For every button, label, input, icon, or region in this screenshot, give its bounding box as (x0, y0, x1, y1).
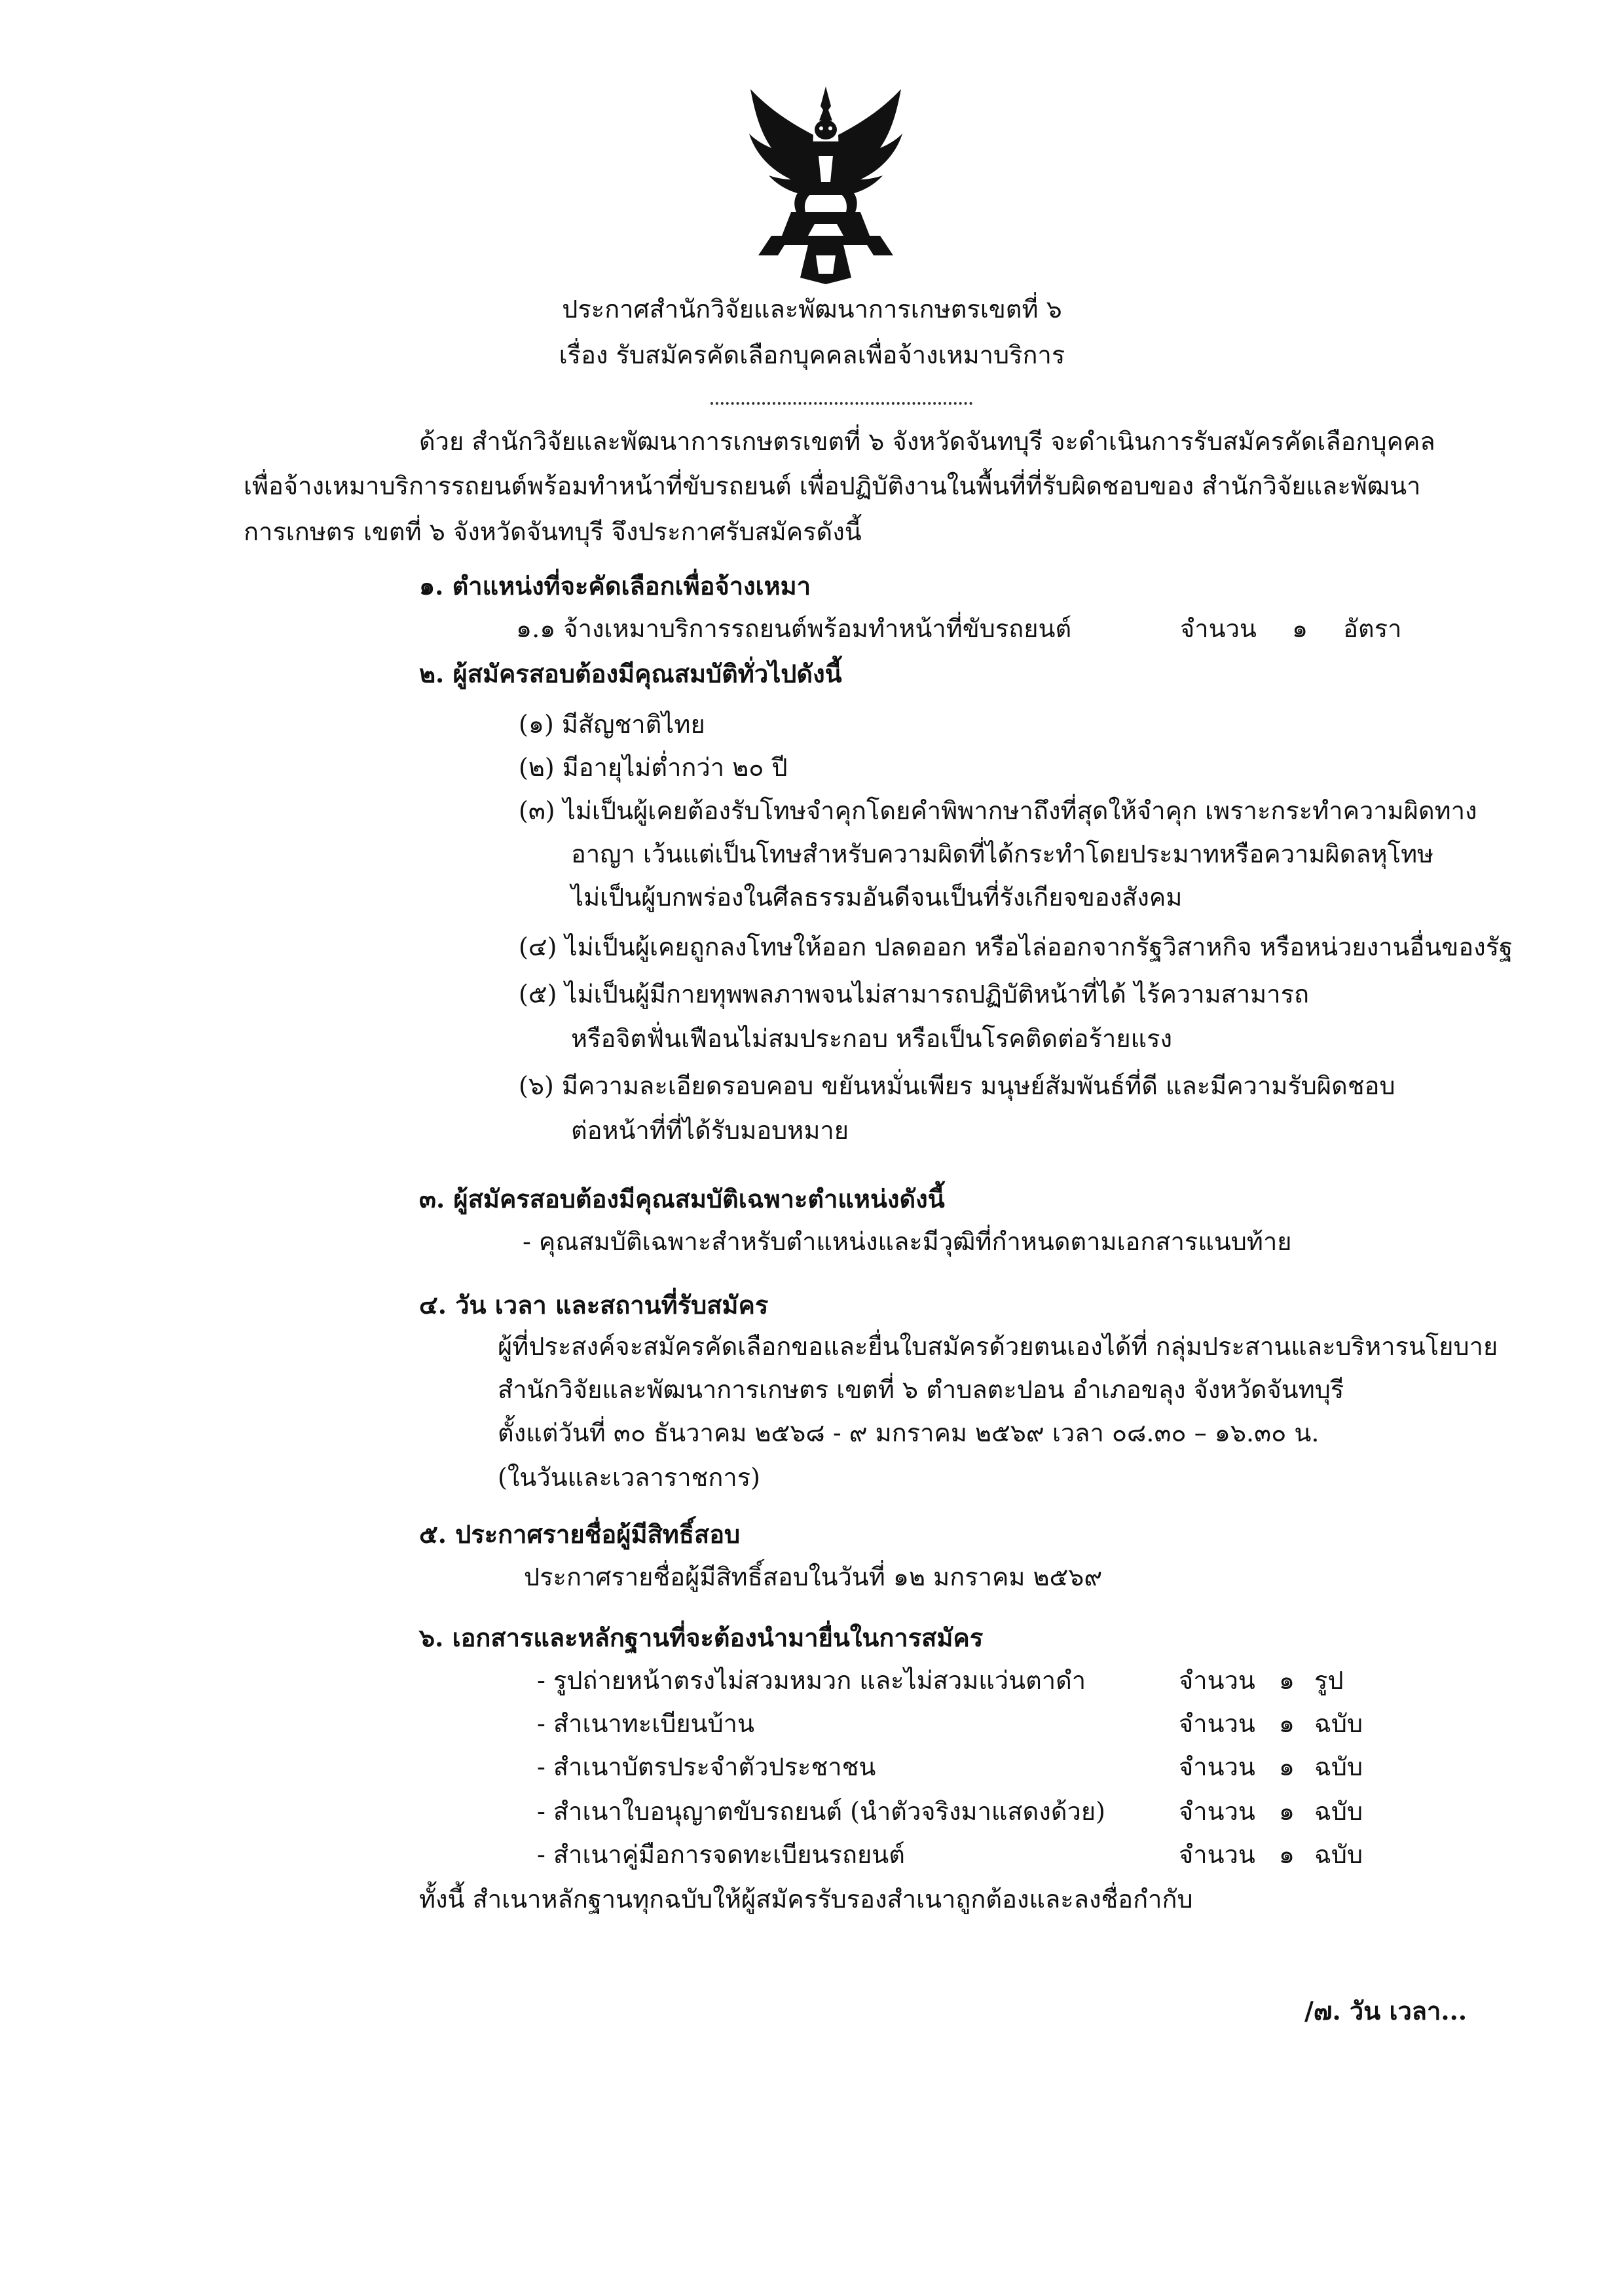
section-3-line: - คุณสมบัติเฉพาะสำหรับตำแหน่งและมีวุฒิที่กำหนดตามเอกสารแนบท้าย (523, 1227, 1292, 1256)
garuda-emblem-icon (745, 84, 906, 287)
document-item-name: - สำเนาคู่มือการจดทะเบียนรถยนต์ (537, 1840, 905, 1869)
title-separator (710, 402, 972, 405)
count-label: จำนวน (1180, 614, 1257, 643)
qualification-line: (๑) มีสัญชาติไทย (519, 710, 705, 739)
qualification-line: (๔) ไม่เป็นผู้เคยถูกลงโทษให้ออก ปลดออก หรือไล่ออกจากรัฐวิสาหกิจ หรือหน่วยงานอื่นของรัฐ (519, 933, 1513, 961)
section-1-heading: ๑. ตำแหน่งที่จะคัดเลือกเพื่อจ้างเหมา (419, 571, 811, 601)
section-6-heading: ๖. เอกสารและหลักฐานที่จะต้องนำมายื่นในการสมัคร (419, 1623, 984, 1652)
section-4-line: (ในวันและเวลาราชการ) (498, 1463, 760, 1492)
document-item-name: - สำเนาบัตรประจำตัวประชาชน (537, 1752, 876, 1781)
document-item-count: จำนวน ๑ ฉบับ (1179, 1709, 1363, 1738)
qualification-line: หรือจิตฟั่นเฟือนไม่สมประกอบ หรือเป็นโรคติดต่อร้ายแรง (571, 1024, 1173, 1053)
intro-line-2: เพื่อจ้างเหมาบริการรถยนต์พร้อมทำหน้าที่ขับรถยนต์ เพื่อปฏิบัติงานในพื้นที่ที่รับผิดชอบของ สำนักวิจัยและพัฒนา (244, 472, 1421, 500)
count-value: ๑ (1292, 614, 1308, 643)
section-4-line: ตั้งแต่วันที่ ๓๐ ธันวาคม ๒๕๖๘ - ๙ มกราคม ๒๕๖๙ เวลา ๐๘.๓๐ – ๑๖.๓๐ น. (498, 1418, 1320, 1447)
section-2-heading: ๒. ผู้สมัครสอบต้องมีคุณสมบัติทั่วไปดังนี้ (419, 659, 842, 688)
qualification-line: (๒) มีอายุไม่ต่ำกว่า ๒๐ ปี (519, 753, 788, 782)
page-continuation: /๗. วัน เวลา... (1304, 1996, 1467, 2026)
qualification-line: ต่อหน้าที่ที่ได้รับมอบหมาย (571, 1116, 849, 1145)
document-item-name: - รูปถ่ายหน้าตรงไม่สวมหมวก และไม่สวมแว่นตาดำ (537, 1666, 1086, 1695)
announcement-subject: เรื่อง รับสมัครคัดเลือกบุคคลเพื่อจ้างเหมาบริการ (559, 341, 1065, 369)
document-item-count: จำนวน ๑ รูป (1179, 1666, 1344, 1695)
intro-line-3: การเกษตร เขตที่ ๖ จังหวัดจันทบุรี จึงประกาศรับสมัครดังนี้ (244, 517, 862, 546)
section-4-line: ผู้ที่ประสงค์จะสมัครคัดเลือกขอและยื่นใบสมัครด้วยตนเองได้ที่ กลุ่มประสานและบริหารนโยบาย (498, 1332, 1498, 1361)
section-1-count (1180, 614, 1401, 644)
document-item-name: - สำเนาใบอนุญาตขับรถยนต์ (นำตัวจริงมาแสดงด้วย) (537, 1797, 1105, 1826)
intro-line-1: ด้วย สำนักวิจัยและพัฒนาการเกษตรเขตที่ ๖ จังหวัดจันทบุรี จะดำเนินการรับสมัครคัดเลือกบุคคล (419, 427, 1435, 456)
document-item-name: - สำเนาทะเบียนบ้าน (537, 1709, 754, 1738)
document-item-count: จำนวน ๑ ฉบับ (1179, 1752, 1363, 1781)
qualification-line: (๖) มีความละเอียดรอบคอบ ขยันหมั่นเพียร มนุษย์สัมพันธ์ที่ดี และมีความรับผิดชอบ (519, 1071, 1395, 1100)
qualification-line: (๓) ไม่เป็นผู้เคยต้องรับโทษจำคุกโดยคำพิพากษาถึงที่สุดให้จำคุก เพราะกระทำความผิดทาง (519, 796, 1477, 825)
section-1-item: ๑.๑ จ้างเหมาบริการรถยนต์พร้อมทำหน้าที่ขับรถยนต์ (516, 614, 1072, 643)
section-3-heading: ๓. ผู้สมัครสอบต้องมีคุณสมบัติเฉพาะตำแหน่งดังนี้ (419, 1184, 945, 1213)
documents-note: ทั้งนี้ สำเนาหลักฐานทุกฉบับให้ผู้สมัครรับรองสำเนาถูกต้องและลงชื่อกำกับ (419, 1885, 1193, 1914)
qualification-line: ไม่เป็นผู้บกพร่องในศีลธรรมอันดีจนเป็นที่รังเกียจของสังคม (571, 883, 1183, 912)
section-4-heading: ๔. วัน เวลา และสถานที่รับสมัคร (419, 1290, 769, 1320)
section-4-line: สำนักวิจัยและพัฒนาการเกษตร เขตที่ ๖ ตำบลตะปอน อำเภอขลุง จังหวัดจันทบุรี (498, 1375, 1344, 1404)
announcement-title: ประกาศสำนักวิจัยและพัฒนาการเกษตรเขตที่ ๖ (562, 295, 1062, 324)
qualification-line: (๕) ไม่เป็นผู้มีกายทุพพลภาพจนไม่สามารถปฏิบัติหน้าที่ได้ ไร้ความสามารถ (519, 980, 1309, 1009)
count-unit: อัตรา (1343, 614, 1402, 643)
qualification-line: อาญา เว้นแต่เป็นโทษสำหรับความผิดที่ได้กระทำโดยประมาทหรือความผิดลหุโทษ (571, 840, 1434, 868)
document-item-count: จำนวน ๑ ฉบับ (1179, 1840, 1363, 1869)
section-5-heading: ๕. ประกาศรายชื่อผู้มีสิทธิ์สอบ (419, 1519, 741, 1549)
section-5-line: ประกาศรายชื่อผู้มีสิทธิ์สอบในวันที่ ๑๒ มกราคม ๒๕๖๙ (524, 1563, 1103, 1591)
document-item-count: จำนวน ๑ ฉบับ (1179, 1797, 1363, 1826)
